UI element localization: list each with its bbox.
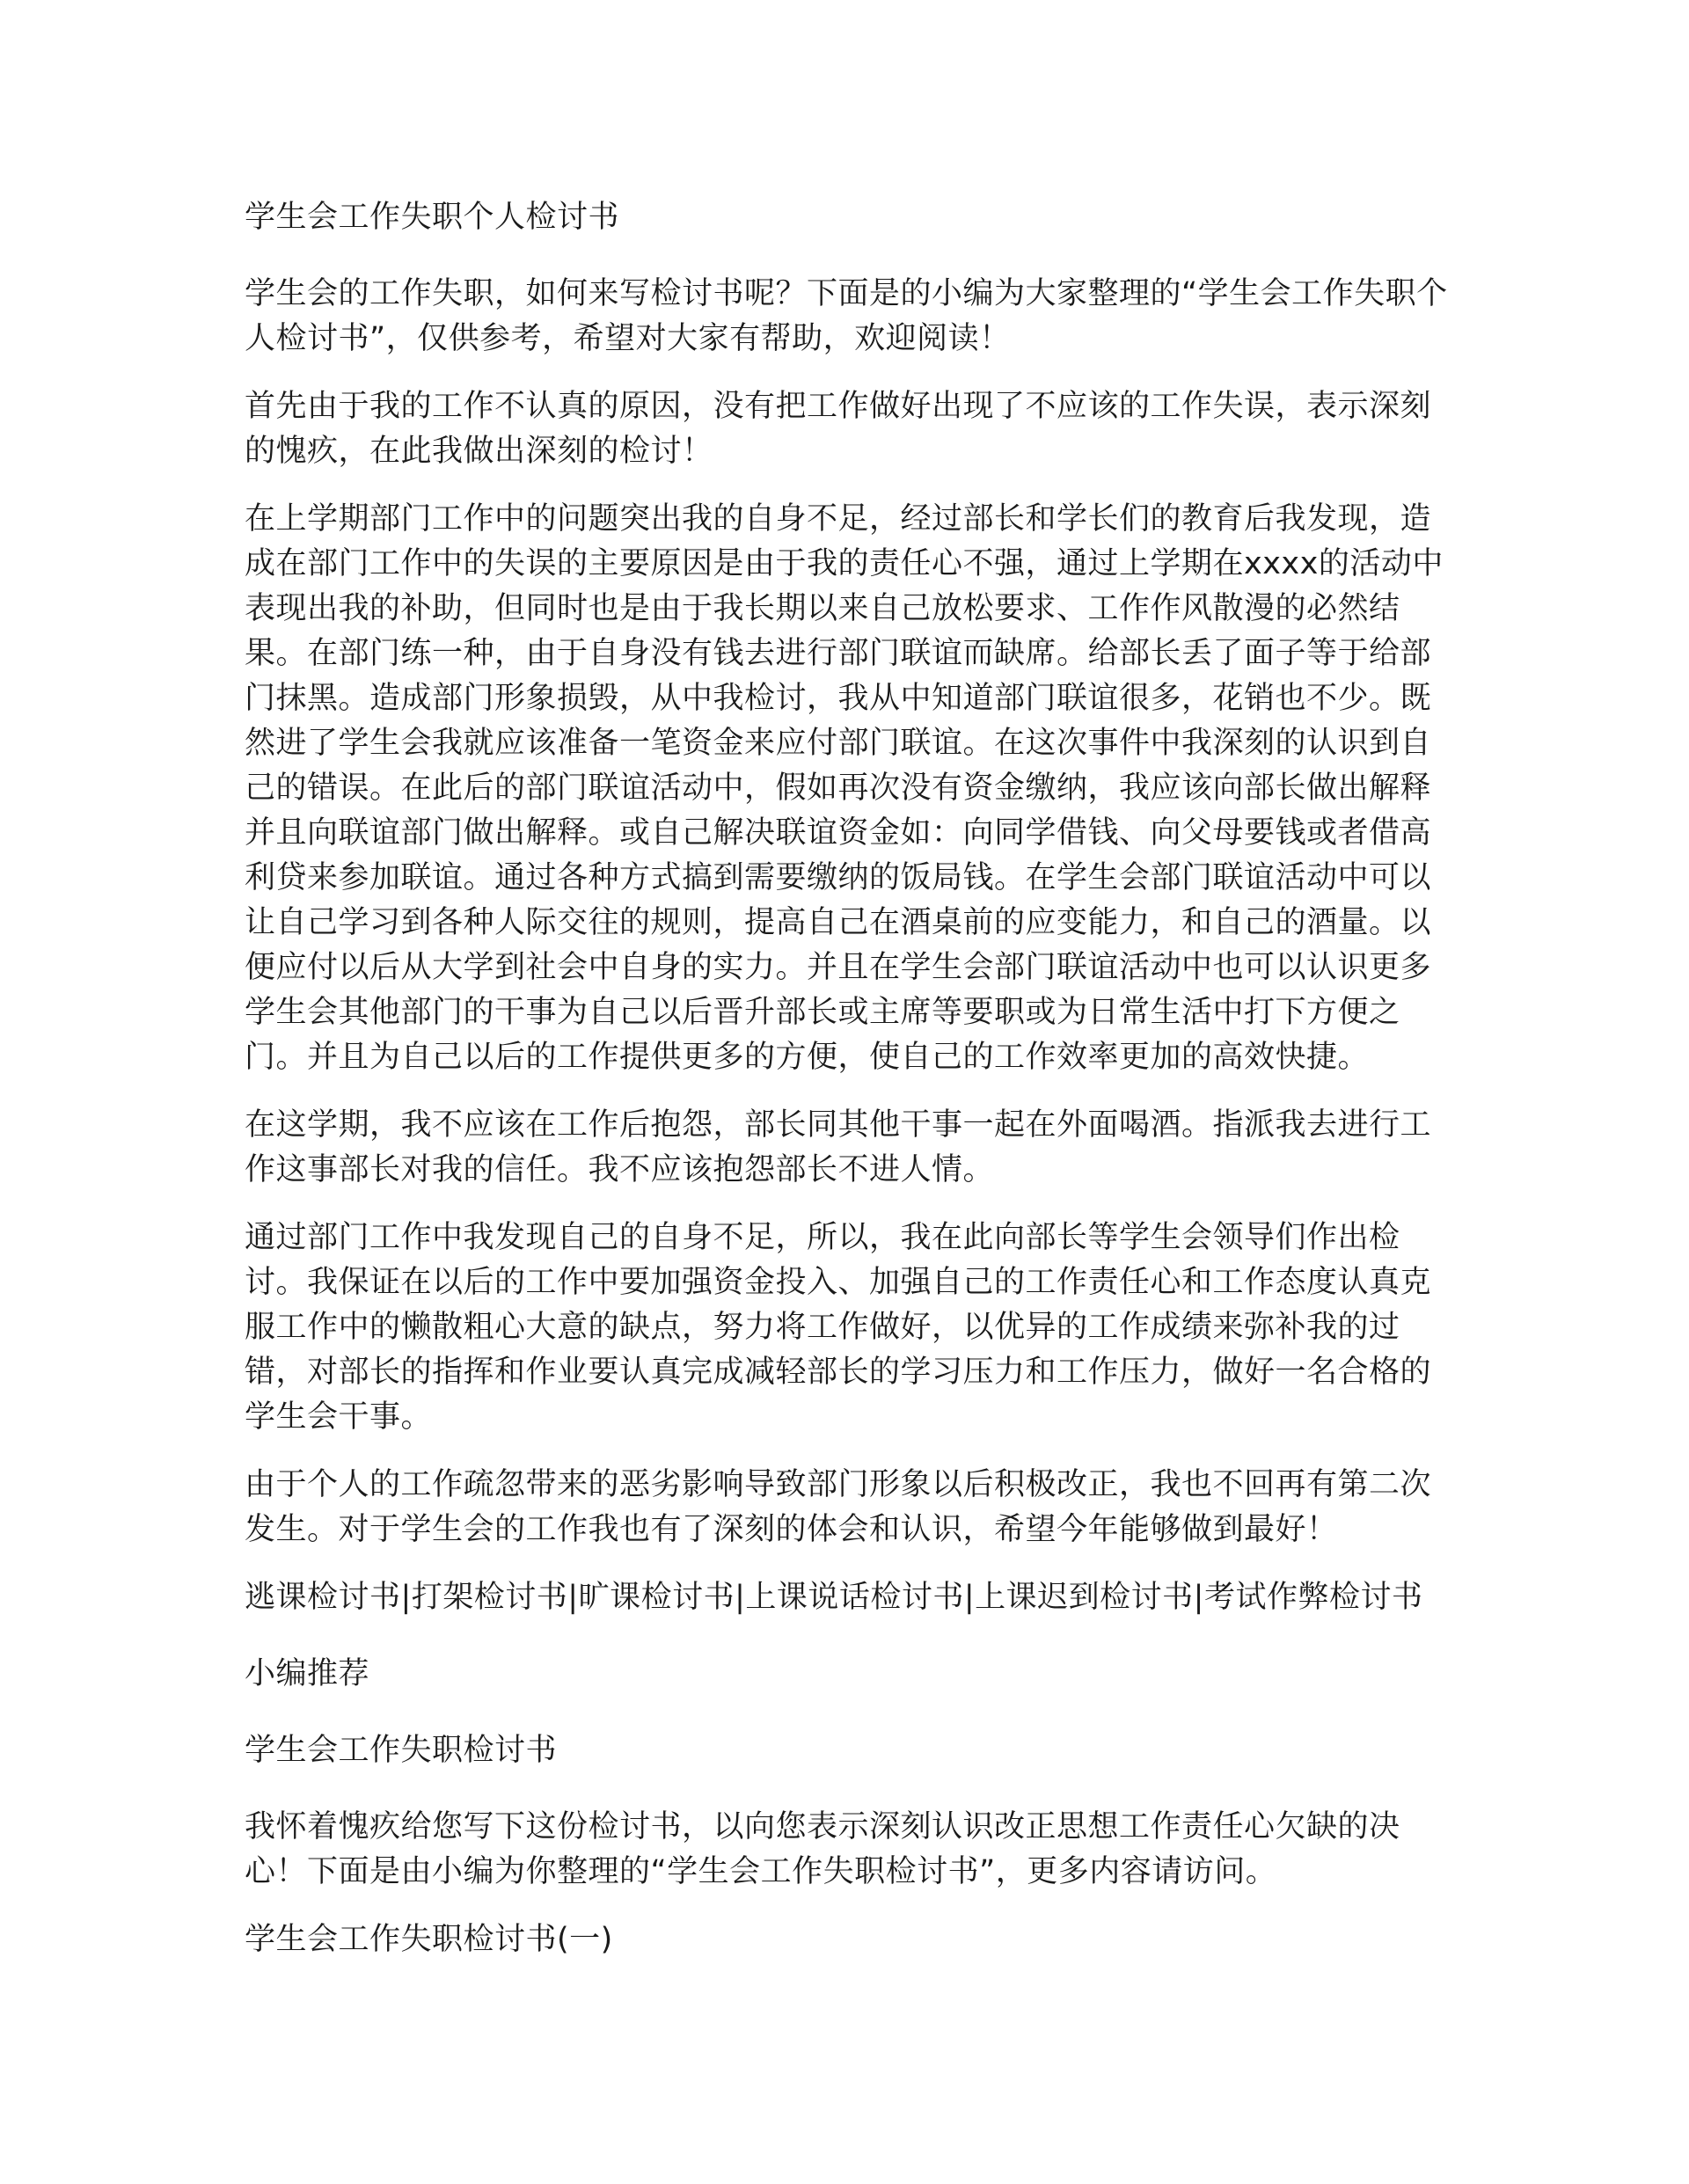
intro-paragraph: 学生会的工作失职，如何来写检讨书呢？下面是的小编为大家整理的“学生会工作失职个人检讨书”，仅供参考，希望对大家有帮助，欢迎阅读！ — [245, 276, 1448, 356]
recommend-label: 小编推荐 — [245, 1656, 370, 1691]
body-paragraph-3: 在这学期，我不应该在工作后抱怨，部长同其他干事一起在外面喝酒。指派我去进行工作这事部长对我的信任。我不应该抱怨部长不进人情。 — [245, 1107, 1432, 1187]
related-links[interactable]: 逃课检讨书|打架检讨书|旷课检讨书|上课说话检讨书|上课迟到检讨书|考试作弊检讨书 — [245, 1580, 1423, 1615]
section-heading: 学生会工作失职检讨书(一) — [245, 1922, 613, 1957]
body-paragraph-2: 在上学期部门工作中的问题突出我的自身不足，经过部长和学长们的教育后我发现，造成在部门工作中的失误的主要原因是由于我的责任心不强，通过上学期在xxxx的活动中表现出我的补助，但同时也是由于我长期以来自己放松要求、工作作风散漫的必然结果。在部门练一种，由于自身没有钱去进行部门联谊而缺席。给部长丢了面子等于给部门抹黑。造成部门形象损毁，从中我检讨，我从中知道部门联谊很多，花销也不少。既然进了学生会我就应该准备一笔资金来应付部门联谊。在这次事件中我深刻的认识到自己的错误。在此后的部门联谊活动中，假如再次没有资金缴纳，我应该向部长做出解释并且向联谊部门做出解释。或自己解决联谊资金如：向同学借钱、向父母要钱或者借高利贷来参加联谊。通过各种方式搞到需要缴纳的饭局钱。在学生会部门联谊活动中可以让自己学习到各种人际交往的规则，提高自己在酒桌前的应变能力，和自己的酒量。以便应付以后从大学到社会中自身的实力。并且在学生会部门联谊活动中也可以认识更多学生会其他部门的干事为自己以后晋升部长或主席等要职或为日常生活中打下方便之门。并且为自己以后的工作提供更多的方便，使自己的工作效率更加的高效快捷。 — [245, 501, 1444, 1075]
document-title: 学生会工作失职个人检讨书 — [245, 200, 620, 235]
body-paragraph-1: 首先由于我的工作不认真的原因，没有把工作做好出现了不应该的工作失误，表示深刻的愧疚，在此我做出深刻的检讨！ — [245, 389, 1432, 469]
second-intro: 我怀着愧疚给您写下这份检讨书，以向您表示深刻认识改正思想工作责任心欠缺的决心！下面是由小编为你整理的“学生会工作失职检讨书”，更多内容请访问。 — [245, 1809, 1400, 1889]
body-paragraph-4: 通过部门工作中我发现自己的自身不足，所以，我在此向部长等学生会领导们作出检讨。我保证在以后的工作中要加强资金投入、加强自己的工作责任心和工作态度认真克服工作中的懒散粗心大意的缺点，努力将工作做好，以优异的工作成绩来弥补我的过错，对部长的指挥和作业要认真完成减轻部长的学习压力和工作压力，做好一名合格的学生会干事。 — [245, 1220, 1432, 1435]
second-title: 学生会工作失职检讨书 — [245, 1733, 558, 1768]
document-body — [245, 195, 1450, 1994]
body-paragraph-5: 由于个人的工作疏忽带来的恶劣影响导致部门形象以后积极改正，我也不回再有第二次发生。对于学生会的工作我也有了深刻的体会和认识，希望今年能够做到最好！ — [245, 1467, 1432, 1547]
